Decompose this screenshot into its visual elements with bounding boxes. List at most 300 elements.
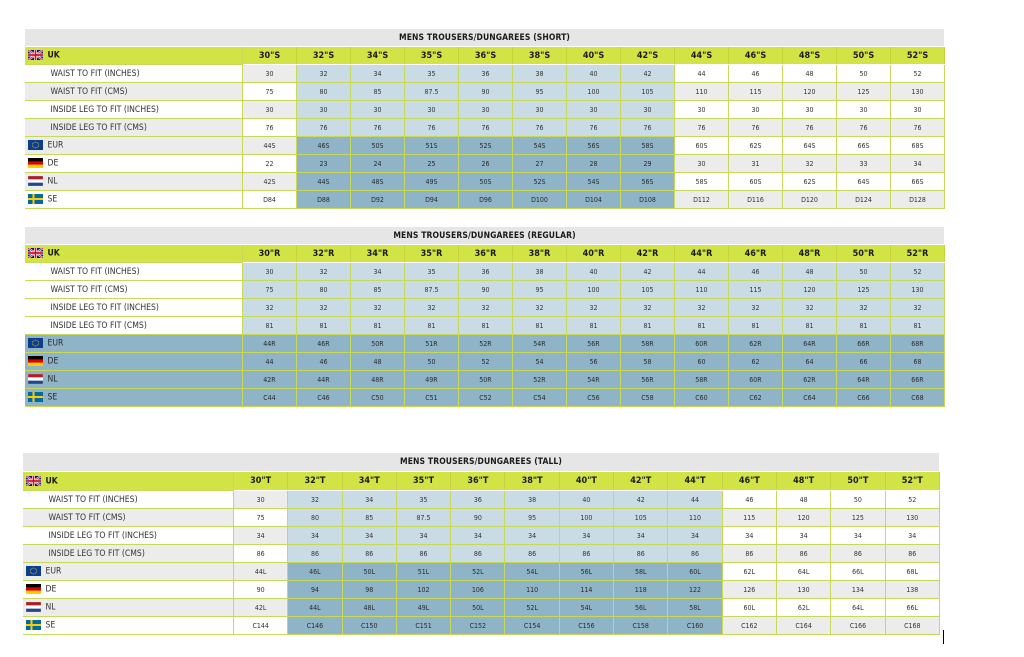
size-header: 40"T <box>559 472 613 491</box>
value-cell: 51R <box>405 335 459 353</box>
value-cell: C50 <box>351 389 405 407</box>
value-cell: D100 <box>513 191 567 209</box>
value-cell: 52R <box>459 335 513 353</box>
value-cell: 130 <box>891 83 945 101</box>
size-header: 44"S <box>675 47 729 65</box>
country-row <box>25 137 945 155</box>
value-cell: 30 <box>675 155 729 173</box>
value-cell: 90 <box>451 509 505 527</box>
value-cell: 56S <box>567 137 621 155</box>
value-cell: 42S <box>243 173 297 191</box>
nl-flag-icon <box>28 374 43 384</box>
size-header: 46"T <box>722 472 776 491</box>
value-cell: 30 <box>675 101 729 119</box>
value-cell: 85 <box>351 83 405 101</box>
value-cell: 62R <box>783 371 837 389</box>
country-row <box>23 617 940 635</box>
nl-flag-icon <box>26 602 41 612</box>
size-header: 35"S <box>405 47 459 65</box>
size-table-short <box>24 28 945 209</box>
value-cell: 87.5 <box>405 281 459 299</box>
value-cell: 30 <box>891 101 945 119</box>
value-cell: 60L <box>722 599 776 617</box>
value-cell: 110 <box>675 83 729 101</box>
size-header: 36"T <box>451 472 505 491</box>
value-cell: 30 <box>459 101 513 119</box>
value-cell: 66S <box>891 173 945 191</box>
value-cell: D94 <box>405 191 459 209</box>
value-cell: 64R <box>783 335 837 353</box>
row-label: INSIDE LEG TO FIT (CMS) <box>25 317 243 335</box>
value-cell: 48 <box>351 353 405 371</box>
value-cell: 64L <box>831 599 885 617</box>
value-cell: 76 <box>675 119 729 137</box>
size-header: 42"T <box>614 472 668 491</box>
value-cell: 50L <box>451 599 505 617</box>
value-cell: C162 <box>722 617 776 635</box>
value-cell: 130 <box>891 281 945 299</box>
value-cell: 44S <box>243 137 297 155</box>
value-cell: 50 <box>405 353 459 371</box>
value-cell: 110 <box>505 581 559 599</box>
value-cell: 49R <box>405 371 459 389</box>
value-cell: 58R <box>675 371 729 389</box>
value-cell: 81 <box>513 317 567 335</box>
de-flag-icon <box>28 356 43 366</box>
value-cell: 105 <box>621 281 675 299</box>
size-header: 46"R <box>729 245 783 263</box>
value-cell: 118 <box>614 581 668 599</box>
value-cell: 76 <box>837 119 891 137</box>
size-header: 32"T <box>288 472 342 491</box>
value-cell: 62L <box>722 563 776 581</box>
value-cell: 120 <box>776 509 830 527</box>
value-cell: 49S <box>405 173 459 191</box>
value-cell: 54L <box>559 599 613 617</box>
value-cell: 60S <box>729 173 783 191</box>
value-cell: 86 <box>722 545 776 563</box>
value-cell: 56L <box>559 563 613 581</box>
value-cell: 51L <box>396 563 450 581</box>
value-cell: 56S <box>621 173 675 191</box>
country-name: DE <box>47 356 59 367</box>
value-cell: 50R <box>459 371 513 389</box>
country-name: EUR <box>45 566 62 577</box>
value-cell: C66 <box>837 389 891 407</box>
value-cell: 81 <box>567 317 621 335</box>
size-header: 30"S <box>243 47 297 65</box>
size-header: 42"S <box>621 47 675 65</box>
value-cell: D108 <box>621 191 675 209</box>
value-cell: 85 <box>342 509 396 527</box>
size-header: 44"T <box>668 472 722 491</box>
value-cell: 76 <box>729 119 783 137</box>
value-cell: 48L <box>342 599 396 617</box>
size-header: 36"R <box>459 245 513 263</box>
value-cell: C154 <box>505 617 559 635</box>
size-header: 48"T <box>776 472 830 491</box>
row-label: WAIST TO FIT (CMS) <box>25 83 243 101</box>
value-cell: 50S <box>351 137 405 155</box>
value-cell: 52 <box>459 353 513 371</box>
value-cell: 56R <box>621 371 675 389</box>
value-cell: 125 <box>837 83 891 101</box>
value-cell: 87.5 <box>405 83 459 101</box>
size-header: 50"R <box>837 245 891 263</box>
text-cursor <box>943 630 944 644</box>
value-cell: 42 <box>621 65 675 83</box>
size-header: 32"R <box>297 245 351 263</box>
uk-header-cell <box>25 245 243 263</box>
value-cell: 44 <box>675 65 729 83</box>
value-cell: 50R <box>351 335 405 353</box>
value-cell: 122 <box>668 581 722 599</box>
row-label: INSIDE LEG TO FIT (CMS) <box>25 119 243 137</box>
value-cell: C44 <box>243 389 297 407</box>
value-cell: 30 <box>351 101 405 119</box>
value-cell: 23 <box>297 155 351 173</box>
value-cell: 115 <box>722 509 776 527</box>
row-label: INSIDE LEG TO FIT (CMS) <box>23 545 234 563</box>
value-cell: 105 <box>614 509 668 527</box>
value-cell: 81 <box>675 317 729 335</box>
measurement-row <box>23 545 940 563</box>
value-cell: 62S <box>729 137 783 155</box>
value-cell: 32 <box>405 299 459 317</box>
value-cell: 44 <box>243 353 297 371</box>
value-cell: 68R <box>891 335 945 353</box>
value-cell: 62S <box>783 173 837 191</box>
value-cell: C150 <box>342 617 396 635</box>
value-cell: 64S <box>783 137 837 155</box>
value-cell: 30 <box>729 101 783 119</box>
size-header: 35"R <box>405 245 459 263</box>
value-cell: 81 <box>891 317 945 335</box>
se-flag-icon <box>28 194 43 204</box>
value-cell: C164 <box>776 617 830 635</box>
value-cell: 30 <box>243 263 297 281</box>
value-cell: 40 <box>559 491 613 509</box>
value-cell: 138 <box>885 581 939 599</box>
value-cell: 76 <box>405 119 459 137</box>
value-cell: 30 <box>513 101 567 119</box>
value-cell: 50L <box>342 563 396 581</box>
country-name: SE <box>45 620 56 631</box>
value-cell: 30 <box>405 101 459 119</box>
size-header-row <box>25 47 945 65</box>
value-cell: 52R <box>513 371 567 389</box>
size-header: 52"T <box>885 472 939 491</box>
value-cell: 35 <box>405 263 459 281</box>
value-cell: 32 <box>297 263 351 281</box>
eu-flag-icon <box>28 338 43 348</box>
value-cell: 86 <box>885 545 939 563</box>
value-cell: 66L <box>885 599 939 617</box>
country-name: EUR <box>47 140 64 151</box>
value-cell: 58L <box>614 563 668 581</box>
table-title: MENS TROUSERS/DUNGAREES (REGULAR) <box>25 227 945 245</box>
value-cell: 46L <box>288 563 342 581</box>
size-header: 44"R <box>675 245 729 263</box>
country-row <box>25 155 945 173</box>
value-cell: 46R <box>297 335 351 353</box>
value-cell: 32 <box>288 491 342 509</box>
value-cell: 34 <box>396 527 450 545</box>
value-cell: C52 <box>459 389 513 407</box>
value-cell: 30 <box>243 101 297 119</box>
country-row <box>23 599 940 617</box>
size-header-row <box>23 472 940 491</box>
value-cell: 98 <box>342 581 396 599</box>
size-header: 30"T <box>234 472 288 491</box>
value-cell: 50 <box>831 491 885 509</box>
value-cell: 66R <box>891 371 945 389</box>
value-cell: 125 <box>837 281 891 299</box>
value-cell: 86 <box>831 545 885 563</box>
value-cell: 32 <box>297 65 351 83</box>
value-cell: 94 <box>288 581 342 599</box>
value-cell: 44R <box>297 371 351 389</box>
value-cell: 48R <box>351 371 405 389</box>
value-cell: 76 <box>513 119 567 137</box>
value-cell: 60R <box>729 371 783 389</box>
country-label-cell <box>25 191 243 209</box>
value-cell: 76 <box>459 119 513 137</box>
value-cell: 34 <box>559 527 613 545</box>
size-header: 48"R <box>783 245 837 263</box>
value-cell: 110 <box>668 509 722 527</box>
country-label-cell <box>25 353 243 371</box>
value-cell: 58S <box>675 173 729 191</box>
value-cell: 80 <box>297 83 351 101</box>
size-header: 52"R <box>891 245 945 263</box>
value-cell: 76 <box>243 119 297 137</box>
value-cell: 44S <box>297 173 351 191</box>
value-cell: 54S <box>567 173 621 191</box>
value-cell: 35 <box>396 491 450 509</box>
value-cell: D112 <box>675 191 729 209</box>
value-cell: 52 <box>891 65 945 83</box>
value-cell: 34 <box>668 527 722 545</box>
size-header: 40"R <box>567 245 621 263</box>
value-cell: C54 <box>513 389 567 407</box>
country-name: DE <box>45 584 57 595</box>
value-cell: 130 <box>885 509 939 527</box>
value-cell: 62R <box>729 335 783 353</box>
value-cell: 80 <box>288 509 342 527</box>
row-label: INSIDE LEG TO FIT (INCHES) <box>25 299 243 317</box>
value-cell: 38 <box>513 263 567 281</box>
value-cell: 68S <box>891 137 945 155</box>
country-label-cell <box>23 599 234 617</box>
value-cell: C56 <box>567 389 621 407</box>
measurement-row <box>25 83 945 101</box>
value-cell: C144 <box>234 617 288 635</box>
country-label: UK <box>45 476 58 487</box>
size-header: 36"S <box>459 47 513 65</box>
value-cell: 86 <box>614 545 668 563</box>
country-row <box>25 371 945 389</box>
value-cell: 50 <box>837 65 891 83</box>
value-cell: 56R <box>567 335 621 353</box>
value-cell: 76 <box>891 119 945 137</box>
value-cell: 34 <box>288 527 342 545</box>
value-cell: 100 <box>567 83 621 101</box>
value-cell: 34 <box>342 527 396 545</box>
row-label: WAIST TO FIT (INCHES) <box>25 65 243 83</box>
value-cell: C158 <box>614 617 668 635</box>
nl-flag-icon <box>28 176 43 186</box>
size-header: 32"S <box>297 47 351 65</box>
value-cell: 54L <box>505 563 559 581</box>
country-label-cell <box>23 617 234 635</box>
value-cell: 81 <box>243 317 297 335</box>
value-cell: D128 <box>891 191 945 209</box>
value-cell: 54 <box>513 353 567 371</box>
size-header: 50"S <box>837 47 891 65</box>
size-header: 34"S <box>351 47 405 65</box>
value-cell: 81 <box>297 317 351 335</box>
value-cell: D96 <box>459 191 513 209</box>
value-cell: 32 <box>729 299 783 317</box>
value-cell: 50S <box>459 173 513 191</box>
measurement-row <box>25 263 945 281</box>
value-cell: D124 <box>837 191 891 209</box>
size-header-row <box>25 245 945 263</box>
se-flag-icon <box>28 392 43 402</box>
value-cell: 46 <box>297 353 351 371</box>
de-flag-icon <box>26 584 41 594</box>
value-cell: 54R <box>567 371 621 389</box>
value-cell: 90 <box>234 581 288 599</box>
value-cell: 40 <box>567 263 621 281</box>
value-cell: 60 <box>675 353 729 371</box>
value-cell: 81 <box>459 317 513 335</box>
value-cell: 38 <box>505 491 559 509</box>
value-cell: 134 <box>831 581 885 599</box>
value-cell: 52L <box>451 563 505 581</box>
value-cell: 86 <box>776 545 830 563</box>
value-cell: 106 <box>451 581 505 599</box>
value-cell: 29 <box>621 155 675 173</box>
value-cell: D88 <box>297 191 351 209</box>
value-cell: 75 <box>234 509 288 527</box>
value-cell: 27 <box>513 155 567 173</box>
value-cell: D84 <box>243 191 297 209</box>
country-row <box>23 581 940 599</box>
measurement-row <box>25 299 945 317</box>
country-label-cell <box>25 389 243 407</box>
measurement-row <box>25 119 945 137</box>
value-cell: D116 <box>729 191 783 209</box>
value-cell: 126 <box>722 581 776 599</box>
country-label-cell <box>25 137 243 155</box>
country-label-cell <box>23 563 234 581</box>
value-cell: 30 <box>567 101 621 119</box>
value-cell: 76 <box>297 119 351 137</box>
value-cell: 76 <box>783 119 837 137</box>
value-cell: 64R <box>837 371 891 389</box>
size-table-regular <box>24 226 945 407</box>
country-row <box>25 389 945 407</box>
value-cell: 32 <box>513 299 567 317</box>
value-cell: 26 <box>459 155 513 173</box>
value-cell: 85 <box>351 281 405 299</box>
value-cell: 46S <box>297 137 351 155</box>
value-cell: 76 <box>567 119 621 137</box>
country-name: NL <box>45 602 56 613</box>
value-cell: 52 <box>885 491 939 509</box>
value-cell: 30 <box>243 65 297 83</box>
value-cell: 34 <box>614 527 668 545</box>
country-label: UK <box>47 50 60 61</box>
size-header: 48"S <box>783 47 837 65</box>
value-cell: 52S <box>459 137 513 155</box>
value-cell: 95 <box>505 509 559 527</box>
eu-flag-icon <box>28 140 43 150</box>
value-cell: C151 <box>396 617 450 635</box>
value-cell: 34 <box>722 527 776 545</box>
value-cell: 32 <box>567 299 621 317</box>
value-cell: 76 <box>351 119 405 137</box>
value-cell: 95 <box>513 281 567 299</box>
country-row <box>23 563 940 581</box>
value-cell: D92 <box>351 191 405 209</box>
country-name: NL <box>47 374 58 385</box>
value-cell: 105 <box>621 83 675 101</box>
value-cell: 86 <box>288 545 342 563</box>
value-cell: 32 <box>243 299 297 317</box>
value-cell: C146 <box>288 617 342 635</box>
country-row <box>25 191 945 209</box>
value-cell: 32 <box>783 299 837 317</box>
value-cell: 60L <box>668 563 722 581</box>
value-cell: 115 <box>729 83 783 101</box>
country-name: NL <box>47 176 58 187</box>
value-cell: 40 <box>567 65 621 83</box>
size-header: 38"T <box>505 472 559 491</box>
value-cell: 44L <box>288 599 342 617</box>
value-cell: 22 <box>243 155 297 173</box>
value-cell: 87.5 <box>396 509 450 527</box>
size-header: 42"R <box>621 245 675 263</box>
value-cell: 58L <box>668 599 722 617</box>
value-cell: 68 <box>891 353 945 371</box>
value-cell: 52L <box>505 599 559 617</box>
value-cell: 46 <box>729 263 783 281</box>
size-header: 38"S <box>513 47 567 65</box>
row-label: WAIST TO FIT (CMS) <box>25 281 243 299</box>
value-cell: 58R <box>621 335 675 353</box>
value-cell: 86 <box>451 545 505 563</box>
value-cell: 42R <box>243 371 297 389</box>
value-cell: 33 <box>837 155 891 173</box>
value-cell: 34 <box>505 527 559 545</box>
size-header: 40"S <box>567 47 621 65</box>
value-cell: 90 <box>459 281 513 299</box>
value-cell: 42 <box>614 491 668 509</box>
value-cell: 64L <box>776 563 830 581</box>
country-row <box>25 335 945 353</box>
value-cell: 32 <box>621 299 675 317</box>
value-cell: 30 <box>837 101 891 119</box>
value-cell: 86 <box>505 545 559 563</box>
value-cell: 62L <box>776 599 830 617</box>
value-cell: 46 <box>722 491 776 509</box>
value-cell: 52 <box>891 263 945 281</box>
value-cell: 32 <box>891 299 945 317</box>
value-cell: 32 <box>459 299 513 317</box>
